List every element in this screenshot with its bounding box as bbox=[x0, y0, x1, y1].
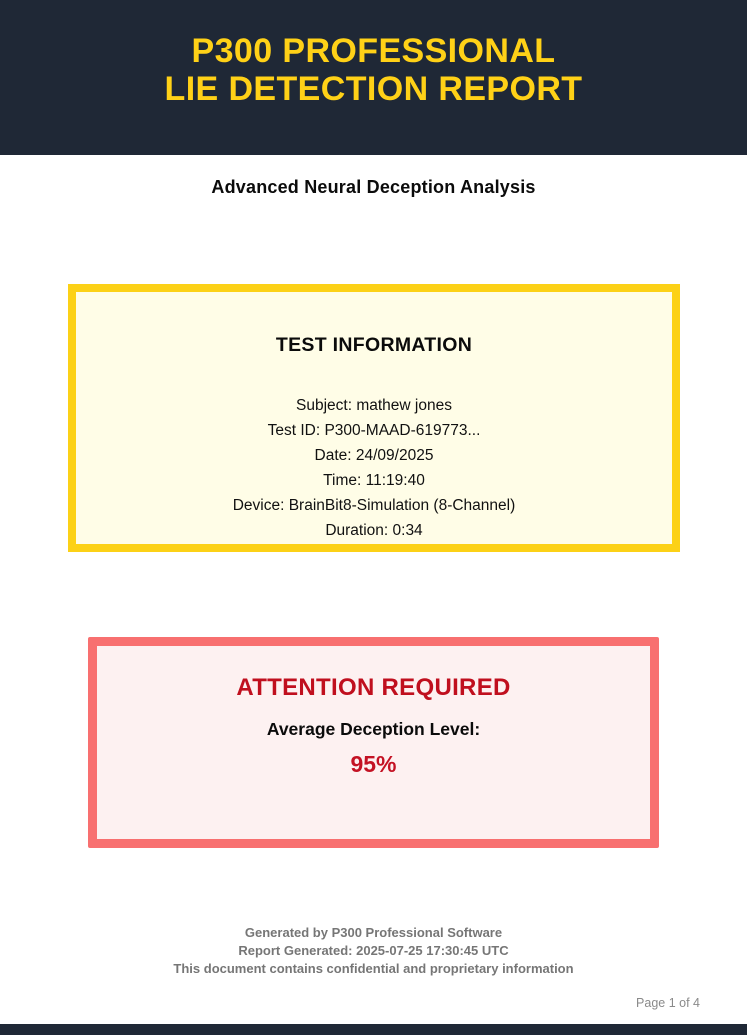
test-info-time: Time: 11:19:40 bbox=[323, 472, 425, 489]
test-info-device: Device: BrainBit8-Simulation (8-Channel) bbox=[232, 497, 516, 514]
footer-report-generated: Report Generated: 2025-07-25 17:30:45 UTC bbox=[238, 943, 509, 958]
test-info-test-id: Test ID: P300-MAAD-619773... bbox=[267, 422, 481, 439]
test-info-subject: Subject: mathew jones bbox=[296, 397, 452, 414]
footer-generated-by: Generated by P300 Professional Software bbox=[244, 925, 503, 940]
report-bottom-band bbox=[0, 1024, 747, 1035]
report-subtitle: Advanced Neural Deception Analysis bbox=[211, 177, 536, 197]
report-footer bbox=[0, 924, 747, 978]
test-info-duration: Duration: 0:34 bbox=[325, 522, 423, 539]
test-information-list bbox=[76, 393, 672, 543]
report-title bbox=[0, 0, 747, 108]
report-header-band bbox=[0, 0, 747, 155]
report-title-line1: P300 PROFESSIONAL bbox=[191, 32, 556, 70]
deception-level-value: 95% bbox=[350, 751, 397, 777]
test-info-date: Date: 24/09/2025 bbox=[314, 447, 434, 464]
attention-heading: ATTENTION REQUIRED bbox=[236, 674, 511, 701]
test-information-heading: TEST INFORMATION bbox=[275, 334, 473, 356]
test-information-box bbox=[68, 284, 680, 552]
footer-confidential-notice: This document contains confidential and proprietary information bbox=[173, 961, 574, 976]
attention-alert-box bbox=[88, 637, 659, 848]
page-number: Page 1 of 4 bbox=[636, 996, 700, 1010]
deception-level-label: Average Deception Level: bbox=[266, 719, 481, 739]
report-title-line2: LIE DETECTION REPORT bbox=[164, 70, 583, 108]
